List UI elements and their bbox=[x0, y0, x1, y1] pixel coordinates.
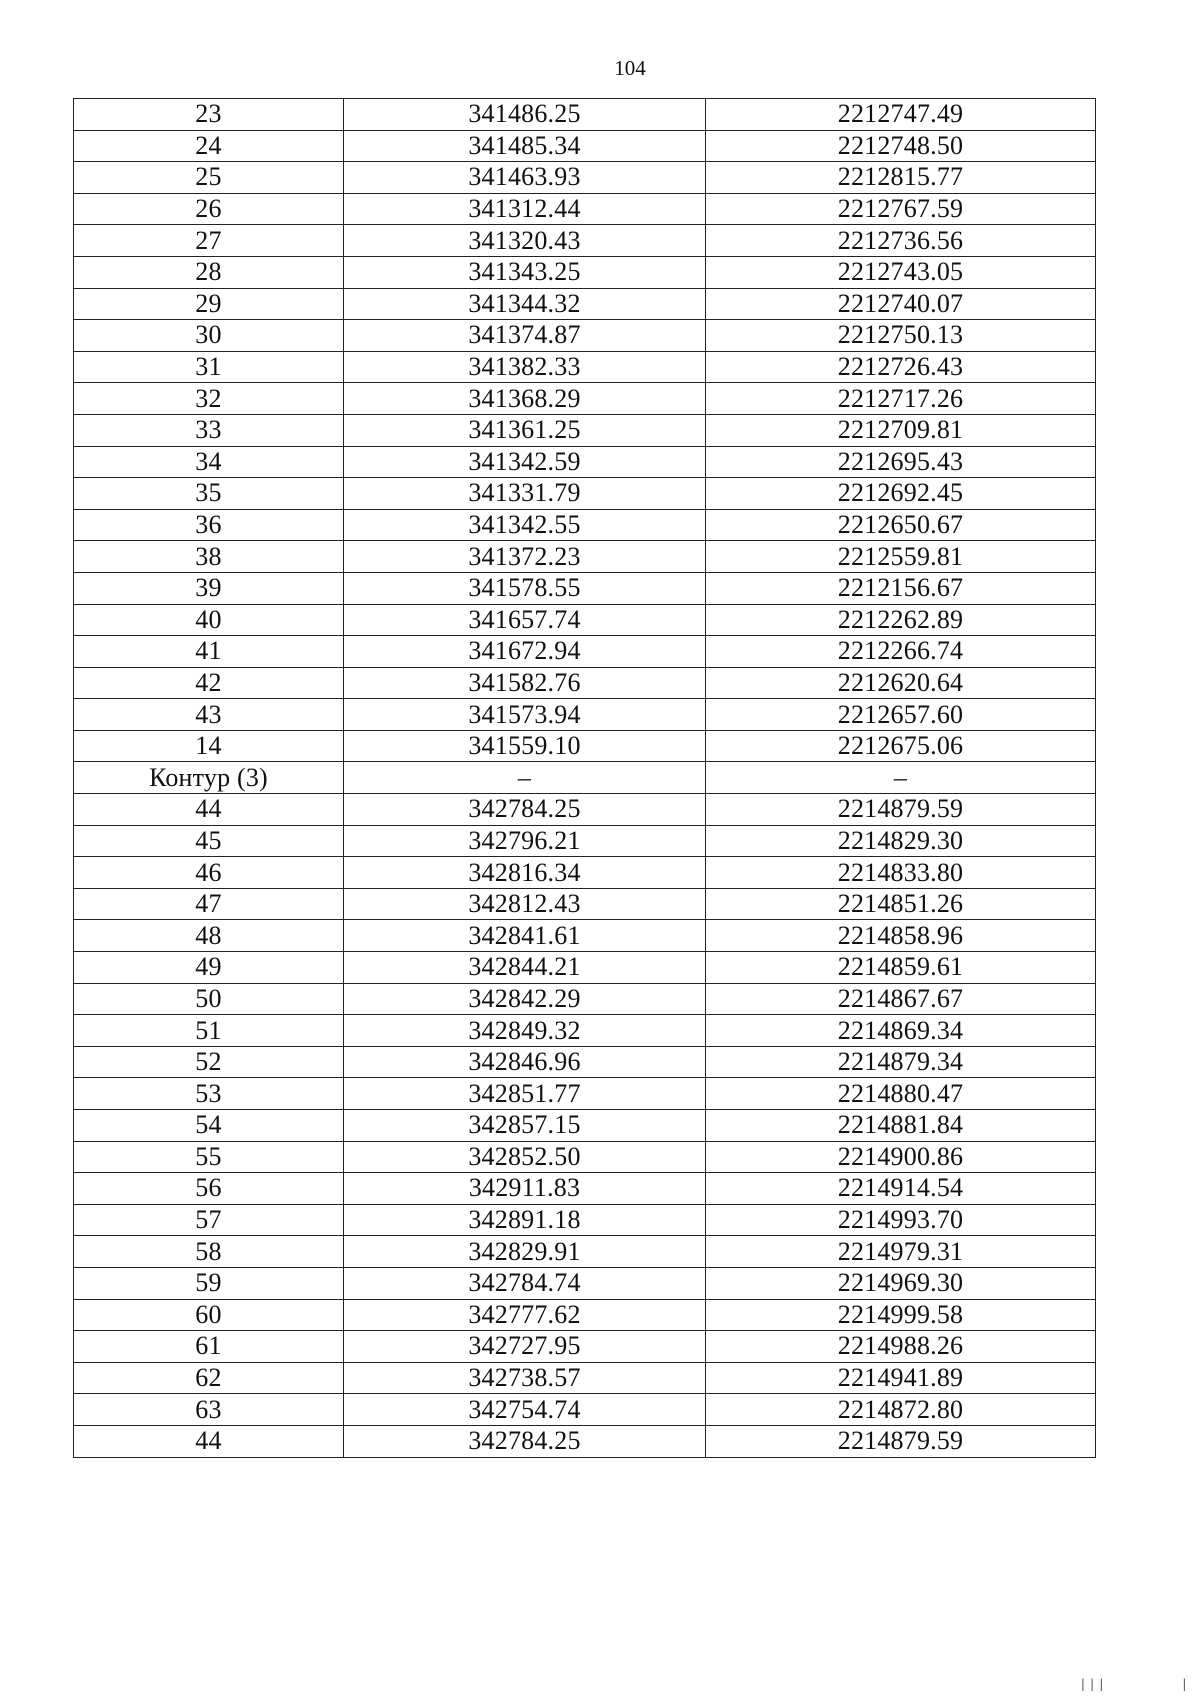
x-coordinate-cell: 342738.57 bbox=[344, 1362, 706, 1394]
table-row bbox=[74, 288, 1096, 320]
y-coordinate-cell: 2214999.58 bbox=[706, 1299, 1096, 1331]
table-row bbox=[74, 983, 1096, 1015]
table-row bbox=[74, 414, 1096, 446]
table-row bbox=[74, 920, 1096, 952]
x-coordinate-cell: 341559.10 bbox=[344, 730, 706, 762]
coordinates-table-body bbox=[74, 99, 1096, 1458]
point-cell: 43 bbox=[74, 699, 344, 731]
point-cell: 51 bbox=[74, 1015, 344, 1047]
point-cell: 32 bbox=[74, 383, 344, 415]
y-coordinate-cell: 2214993.70 bbox=[706, 1204, 1096, 1236]
x-coordinate-cell: 342911.83 bbox=[344, 1173, 706, 1205]
table-row bbox=[74, 857, 1096, 889]
point-cell: 55 bbox=[74, 1141, 344, 1173]
table-row bbox=[74, 1299, 1096, 1331]
point-cell: 41 bbox=[74, 636, 344, 668]
table-row bbox=[74, 762, 1096, 794]
x-coordinate-cell: 342784.25 bbox=[344, 794, 706, 826]
point-cell: 34 bbox=[74, 446, 344, 478]
x-coordinate-cell: 342796.21 bbox=[344, 825, 706, 857]
x-coordinate-cell: 342727.95 bbox=[344, 1331, 706, 1363]
x-coordinate-cell: 341486.25 bbox=[344, 99, 706, 131]
table-row bbox=[74, 225, 1096, 257]
y-coordinate-cell: – bbox=[706, 762, 1096, 794]
y-coordinate-cell: 2214969.30 bbox=[706, 1267, 1096, 1299]
y-coordinate-cell: 2214879.34 bbox=[706, 1046, 1096, 1078]
y-coordinate-cell: 2212743.05 bbox=[706, 256, 1096, 288]
y-coordinate-cell: 2212709.81 bbox=[706, 414, 1096, 446]
x-coordinate-cell: 341463.93 bbox=[344, 162, 706, 194]
x-coordinate-cell: 342816.34 bbox=[344, 857, 706, 889]
y-coordinate-cell: 2212767.59 bbox=[706, 193, 1096, 225]
x-coordinate-cell: 342891.18 bbox=[344, 1204, 706, 1236]
x-coordinate-cell: 342812.43 bbox=[344, 888, 706, 920]
y-coordinate-cell: 2212747.49 bbox=[706, 99, 1096, 131]
x-coordinate-cell: 341372.23 bbox=[344, 541, 706, 573]
point-cell: 38 bbox=[74, 541, 344, 573]
page-number: 104 bbox=[614, 56, 646, 80]
point-cell: 25 bbox=[74, 162, 344, 194]
table-row bbox=[74, 1236, 1096, 1268]
y-coordinate-cell: 2214859.61 bbox=[706, 952, 1096, 984]
x-coordinate-cell: 341485.34 bbox=[344, 130, 706, 162]
table-row bbox=[74, 256, 1096, 288]
x-coordinate-cell: 342852.50 bbox=[344, 1141, 706, 1173]
y-coordinate-cell: 2214941.89 bbox=[706, 1362, 1096, 1394]
table-row bbox=[74, 825, 1096, 857]
point-cell: 33 bbox=[74, 414, 344, 446]
point-cell: 48 bbox=[74, 920, 344, 952]
y-coordinate-cell: 2212650.67 bbox=[706, 509, 1096, 541]
table-row bbox=[74, 1046, 1096, 1078]
point-cell: 23 bbox=[74, 99, 344, 131]
y-coordinate-cell: 2214869.34 bbox=[706, 1015, 1096, 1047]
y-coordinate-cell: 2212620.64 bbox=[706, 667, 1096, 699]
y-coordinate-cell: 2212695.43 bbox=[706, 446, 1096, 478]
point-cell: 46 bbox=[74, 857, 344, 889]
table-row bbox=[74, 383, 1096, 415]
point-cell: 53 bbox=[74, 1078, 344, 1110]
x-coordinate-cell: – bbox=[344, 762, 706, 794]
table-row bbox=[74, 604, 1096, 636]
point-cell: 54 bbox=[74, 1110, 344, 1142]
x-coordinate-cell: 342829.91 bbox=[344, 1236, 706, 1268]
point-cell: 63 bbox=[74, 1394, 344, 1426]
table-row bbox=[74, 699, 1096, 731]
point-cell: 35 bbox=[74, 478, 344, 510]
x-coordinate-cell: 341374.87 bbox=[344, 320, 706, 352]
table-row bbox=[74, 130, 1096, 162]
table-row bbox=[74, 667, 1096, 699]
y-coordinate-cell: 2214979.31 bbox=[706, 1236, 1096, 1268]
table-row bbox=[74, 794, 1096, 826]
point-cell: 39 bbox=[74, 572, 344, 604]
table-row bbox=[74, 1015, 1096, 1047]
y-coordinate-cell: 2212262.89 bbox=[706, 604, 1096, 636]
table-row bbox=[74, 952, 1096, 984]
y-coordinate-cell: 2212726.43 bbox=[706, 351, 1096, 383]
y-coordinate-cell: 2212657.60 bbox=[706, 699, 1096, 731]
x-coordinate-cell: 341361.25 bbox=[344, 414, 706, 446]
y-coordinate-cell: 2214829.30 bbox=[706, 825, 1096, 857]
y-coordinate-cell: 2214900.86 bbox=[706, 1141, 1096, 1173]
y-coordinate-cell: 2212156.67 bbox=[706, 572, 1096, 604]
x-coordinate-cell: 342844.21 bbox=[344, 952, 706, 984]
point-cell: 44 bbox=[74, 794, 344, 826]
table-row bbox=[74, 446, 1096, 478]
x-coordinate-cell: 342777.62 bbox=[344, 1299, 706, 1331]
table-row bbox=[74, 1267, 1096, 1299]
table-row bbox=[74, 351, 1096, 383]
x-coordinate-cell: 341331.79 bbox=[344, 478, 706, 510]
table-row bbox=[74, 162, 1096, 194]
y-coordinate-cell: 2214879.59 bbox=[706, 1425, 1096, 1457]
table-row bbox=[74, 541, 1096, 573]
point-cell: 49 bbox=[74, 952, 344, 984]
x-coordinate-cell: 342754.74 bbox=[344, 1394, 706, 1426]
x-coordinate-cell: 341578.55 bbox=[344, 572, 706, 604]
table-row bbox=[74, 1362, 1096, 1394]
point-cell: 30 bbox=[74, 320, 344, 352]
y-coordinate-cell: 2214833.80 bbox=[706, 857, 1096, 889]
table-row bbox=[74, 730, 1096, 762]
point-cell: 29 bbox=[74, 288, 344, 320]
y-coordinate-cell: 2212740.07 bbox=[706, 288, 1096, 320]
point-cell: 36 bbox=[74, 509, 344, 541]
x-coordinate-cell: 341320.43 bbox=[344, 225, 706, 257]
table-row bbox=[74, 888, 1096, 920]
x-coordinate-cell: 341368.29 bbox=[344, 383, 706, 415]
point-cell: Контур (3) bbox=[74, 762, 344, 794]
table-row bbox=[74, 1204, 1096, 1236]
x-coordinate-cell: 342784.25 bbox=[344, 1425, 706, 1457]
table-row bbox=[74, 1141, 1096, 1173]
x-coordinate-cell: 341582.76 bbox=[344, 667, 706, 699]
point-cell: 60 bbox=[74, 1299, 344, 1331]
y-coordinate-cell: 2212266.74 bbox=[706, 636, 1096, 668]
table-row bbox=[74, 1110, 1096, 1142]
table-row bbox=[74, 99, 1096, 131]
y-coordinate-cell: 2212750.13 bbox=[706, 320, 1096, 352]
x-coordinate-cell: 342842.29 bbox=[344, 983, 706, 1015]
y-coordinate-cell: 2212559.81 bbox=[706, 541, 1096, 573]
x-coordinate-cell: 341573.94 bbox=[344, 699, 706, 731]
x-coordinate-cell: 341342.59 bbox=[344, 446, 706, 478]
y-coordinate-cell: 2212692.45 bbox=[706, 478, 1096, 510]
y-coordinate-cell: 2214881.84 bbox=[706, 1110, 1096, 1142]
point-cell: 14 bbox=[74, 730, 344, 762]
table-row bbox=[74, 1173, 1096, 1205]
x-coordinate-cell: 341342.55 bbox=[344, 509, 706, 541]
point-cell: 57 bbox=[74, 1204, 344, 1236]
point-cell: 45 bbox=[74, 825, 344, 857]
table-row bbox=[74, 572, 1096, 604]
y-coordinate-cell: 2214880.47 bbox=[706, 1078, 1096, 1110]
point-cell: 31 bbox=[74, 351, 344, 383]
point-cell: 62 bbox=[74, 1362, 344, 1394]
coordinates-table bbox=[73, 98, 1096, 1458]
table-row bbox=[74, 1331, 1096, 1363]
point-cell: 56 bbox=[74, 1173, 344, 1205]
x-coordinate-cell: 342784.74 bbox=[344, 1267, 706, 1299]
table-row bbox=[74, 320, 1096, 352]
x-coordinate-cell: 341344.32 bbox=[344, 288, 706, 320]
y-coordinate-cell: 2212675.06 bbox=[706, 730, 1096, 762]
y-coordinate-cell: 2214858.96 bbox=[706, 920, 1096, 952]
y-coordinate-cell: 2214867.67 bbox=[706, 983, 1096, 1015]
y-coordinate-cell: 2214879.59 bbox=[706, 794, 1096, 826]
x-coordinate-cell: 342849.32 bbox=[344, 1015, 706, 1047]
point-cell: 40 bbox=[74, 604, 344, 636]
point-cell: 61 bbox=[74, 1331, 344, 1363]
table-row bbox=[74, 636, 1096, 668]
y-coordinate-cell: 2214988.26 bbox=[706, 1331, 1096, 1363]
point-cell: 42 bbox=[74, 667, 344, 699]
point-cell: 26 bbox=[74, 193, 344, 225]
x-coordinate-cell: 342846.96 bbox=[344, 1046, 706, 1078]
point-cell: 27 bbox=[74, 225, 344, 257]
y-coordinate-cell: 2212748.50 bbox=[706, 130, 1096, 162]
x-coordinate-cell: 341657.74 bbox=[344, 604, 706, 636]
table-row bbox=[74, 1394, 1096, 1426]
point-cell: 44 bbox=[74, 1425, 344, 1457]
x-coordinate-cell: 341382.33 bbox=[344, 351, 706, 383]
table-row bbox=[74, 1425, 1096, 1457]
point-cell: 59 bbox=[74, 1267, 344, 1299]
y-coordinate-cell: 2212717.26 bbox=[706, 383, 1096, 415]
x-coordinate-cell: 341672.94 bbox=[344, 636, 706, 668]
table-row bbox=[74, 193, 1096, 225]
table-row bbox=[74, 1078, 1096, 1110]
point-cell: 24 bbox=[74, 130, 344, 162]
y-coordinate-cell: 2214872.80 bbox=[706, 1394, 1096, 1426]
point-cell: 47 bbox=[74, 888, 344, 920]
point-cell: 28 bbox=[74, 256, 344, 288]
point-cell: 52 bbox=[74, 1046, 344, 1078]
x-coordinate-cell: 342857.15 bbox=[344, 1110, 706, 1142]
x-coordinate-cell: 341343.25 bbox=[344, 256, 706, 288]
table-row bbox=[74, 478, 1096, 510]
x-coordinate-cell: 342851.77 bbox=[344, 1078, 706, 1110]
y-coordinate-cell: 2212736.56 bbox=[706, 225, 1096, 257]
scan-edge-marks: ||| | bbox=[1079, 1677, 1190, 1691]
y-coordinate-cell: 2212815.77 bbox=[706, 162, 1096, 194]
y-coordinate-cell: 2214914.54 bbox=[706, 1173, 1096, 1205]
point-cell: 50 bbox=[74, 983, 344, 1015]
x-coordinate-cell: 341312.44 bbox=[344, 193, 706, 225]
point-cell: 58 bbox=[74, 1236, 344, 1268]
y-coordinate-cell: 2214851.26 bbox=[706, 888, 1096, 920]
table-row bbox=[74, 509, 1096, 541]
x-coordinate-cell: 342841.61 bbox=[344, 920, 706, 952]
